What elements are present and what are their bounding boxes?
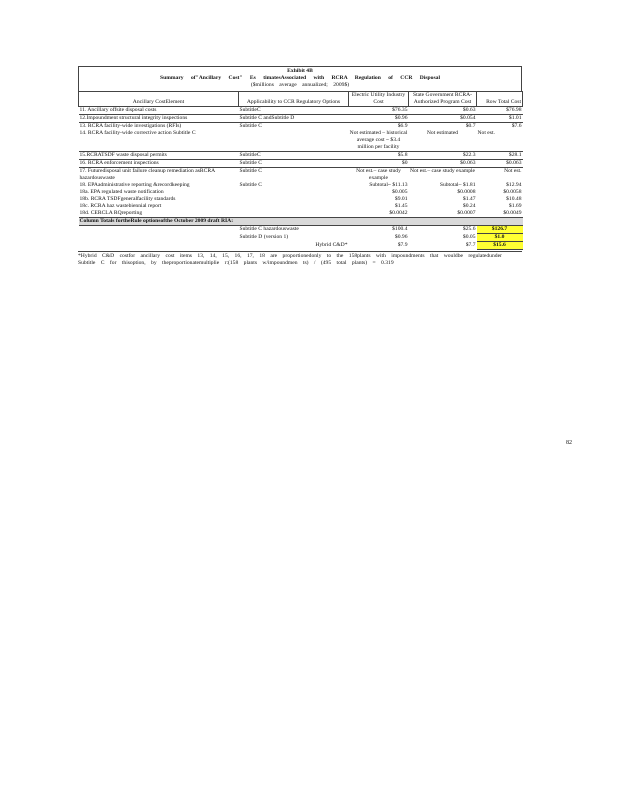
cell-applicability: Subtitle C: [239, 168, 263, 174]
cell-total: $0.0049: [503, 210, 522, 216]
cell-element: 15.RCRATSDF waste disposal permits: [79, 152, 239, 160]
cell-applicability: SubtitleC: [239, 152, 349, 160]
footnote: *Hybrid C&D costfor ancillary cost items 13, 14, 15, 16, 17, 18 are proportionedonly to the 158plants with impoundments that wouldbe regulatedunder Subtitle C for thisoption, by theproportionatemultiplie r:(158 plants w/impoundmen ts) / (495 total plants) = 0.319: [78, 251, 522, 267]
cell-element: 18c. RCRA haz wastebiennial report: [79, 203, 162, 209]
cell-government: $0.0008: [457, 189, 476, 195]
totals-government: $0.05: [462, 233, 476, 240]
cell-utility: $0.96: [349, 115, 409, 123]
cell-utility: Subtotal~ $11.13: [369, 182, 408, 188]
cell-utility: $5.8: [349, 152, 409, 160]
exhibit-subtitle: ($millions average annualized; 2009$): [250, 82, 350, 88]
cell-total: $7.6: [511, 123, 522, 129]
cell-government: $0.063: [409, 160, 477, 168]
page-number: 82: [566, 440, 572, 446]
cell-utility: $6.9: [397, 123, 408, 129]
exhibit-header: [78, 66, 522, 91]
totals-heading-row: [79, 218, 523, 226]
totals-highlighted-total: $15.6: [477, 242, 523, 250]
cell-element: 17. Futuredisposal unit failure cleanup remediation asRCRA hazardouswaste: [79, 168, 215, 181]
totals-utility: $7.9: [397, 241, 408, 248]
table-row: [79, 152, 523, 160]
table-row: [79, 189, 523, 196]
cell-government: $1.47: [462, 196, 476, 202]
cell-element: 16. RCRA enforcement inspections: [79, 160, 239, 168]
cell-total: $76.98: [477, 107, 523, 115]
totals-highlighted-total: $1.0: [477, 234, 523, 242]
cell-total: $1.69: [508, 203, 522, 209]
cell-element: 18. EPAadministrative reporting &recordkeeping: [79, 182, 190, 188]
exhibit-number: Exhibit 4B: [287, 68, 313, 74]
cell-applicability: [239, 189, 349, 196]
cost-table: [78, 91, 523, 250]
table-row: [79, 107, 523, 115]
cell-government: $0.7: [465, 123, 476, 129]
column-header-element: Ancillary CostElement: [79, 92, 239, 107]
cell-applicability: Subtitle C: [239, 123, 263, 129]
table-row: [79, 203, 523, 210]
cell-government: $0.24: [462, 203, 476, 209]
cell-government: Subtotal~ $1.81: [439, 182, 476, 188]
cell-government: Not est.– case study example: [409, 168, 476, 174]
cell-element: 18d. CERCLA RQreporting: [79, 210, 143, 216]
cell-total: $12.94: [506, 182, 522, 188]
cell-applicability: [239, 130, 349, 152]
table-row: [79, 196, 523, 203]
cell-element: 11. Ancillary offsite disposal costs: [79, 107, 239, 115]
table-row: [79, 168, 523, 183]
cell-total: Not est.: [477, 130, 523, 152]
cell-applicability: Subtitle C: [239, 182, 263, 188]
cell-applicability: [239, 196, 349, 203]
totals-label: Subtitle C hazardouswaste: [239, 226, 299, 232]
cell-element: 12.Impoundment structural integrity inspections: [79, 115, 239, 123]
totals-label: Subtitle D (version 1): [239, 233, 289, 240]
column-header-applicability: Applicability to CCR Regulatory Options: [239, 92, 349, 107]
cell-government: $0.054: [409, 115, 477, 123]
cell-utility: $9.01: [394, 196, 408, 202]
totals-utility: $0.96: [394, 233, 408, 240]
cell-total: $10.48: [506, 196, 522, 202]
totals-row: [79, 226, 523, 234]
cell-utility: $76.35: [349, 107, 409, 115]
cell-element: 14. RCRA facility-wide corrective action Subtitle C: [79, 130, 239, 152]
totals-heading: Column Totals fortheRule optionsofthe October 2009 draft RIA:: [79, 218, 523, 226]
column-header-row-total: Row Total Cost: [477, 92, 523, 107]
cell-utility: Not est.– case study example: [356, 168, 401, 181]
totals-row: [79, 234, 523, 242]
column-header-government: State Government RCRA-Authorized Program Cost: [409, 92, 477, 107]
cell-applicability: Subtitle C: [239, 160, 349, 168]
cell-applicability: [239, 210, 349, 218]
cell-applicability: SubtitleC: [239, 107, 349, 115]
cell-applicability: [239, 203, 349, 210]
cell-total: $1.01: [477, 115, 523, 123]
cell-utility: $0.0042: [389, 210, 408, 216]
cell-element: 13. RCRA facility-wide investigations (RFIs): [79, 123, 182, 129]
cell-government: $22.3: [409, 152, 477, 160]
cell-total: $0.0058: [503, 189, 522, 195]
cell-total: Not est.: [504, 168, 522, 174]
table-row: [79, 160, 523, 168]
cell-utility: $0: [349, 160, 409, 168]
cell-element: 18a. EPA regulated waste notification: [79, 189, 164, 195]
cell-element: 18b. RCRA TSDFgeneralfacility standards: [79, 196, 176, 202]
table-row: [79, 182, 523, 189]
totals-label: Hybrid C&D*: [315, 241, 348, 248]
cell-government: Not estimated: [409, 130, 477, 152]
cell-government: $0.0007: [457, 210, 476, 216]
cell-total: $28.1: [477, 152, 523, 160]
table-row: [79, 210, 523, 218]
cell-utility: Not estimated – historical average cost ~ $3.4 million per facility: [349, 130, 408, 150]
table-row: [79, 123, 523, 131]
cell-total: $0.063: [477, 160, 523, 168]
exhibit-title: Summary of"Ancillary Cost" Es timatesAssociated with RCRA Regulation of CCR Disposal: [159, 75, 440, 81]
totals-highlighted-total: $126.7: [477, 226, 523, 234]
table-header-row: [79, 92, 523, 107]
cell-utility: $1.45: [394, 203, 408, 209]
totals-government: $25.6: [462, 226, 476, 232]
table-row: [79, 130, 523, 152]
totals-utility: $100.4: [392, 226, 408, 232]
exhibit-document: [78, 66, 522, 267]
table-row: [79, 115, 523, 123]
cell-government: $0.63: [409, 107, 477, 115]
totals-row: [79, 242, 523, 250]
cell-utility: $0.005: [392, 189, 408, 195]
cell-applicability: Subtitle C andSubtitle D: [239, 115, 349, 123]
column-header-utility: Electric Utility Industry Cost: [349, 92, 409, 107]
totals-government: $7.7: [465, 241, 476, 248]
